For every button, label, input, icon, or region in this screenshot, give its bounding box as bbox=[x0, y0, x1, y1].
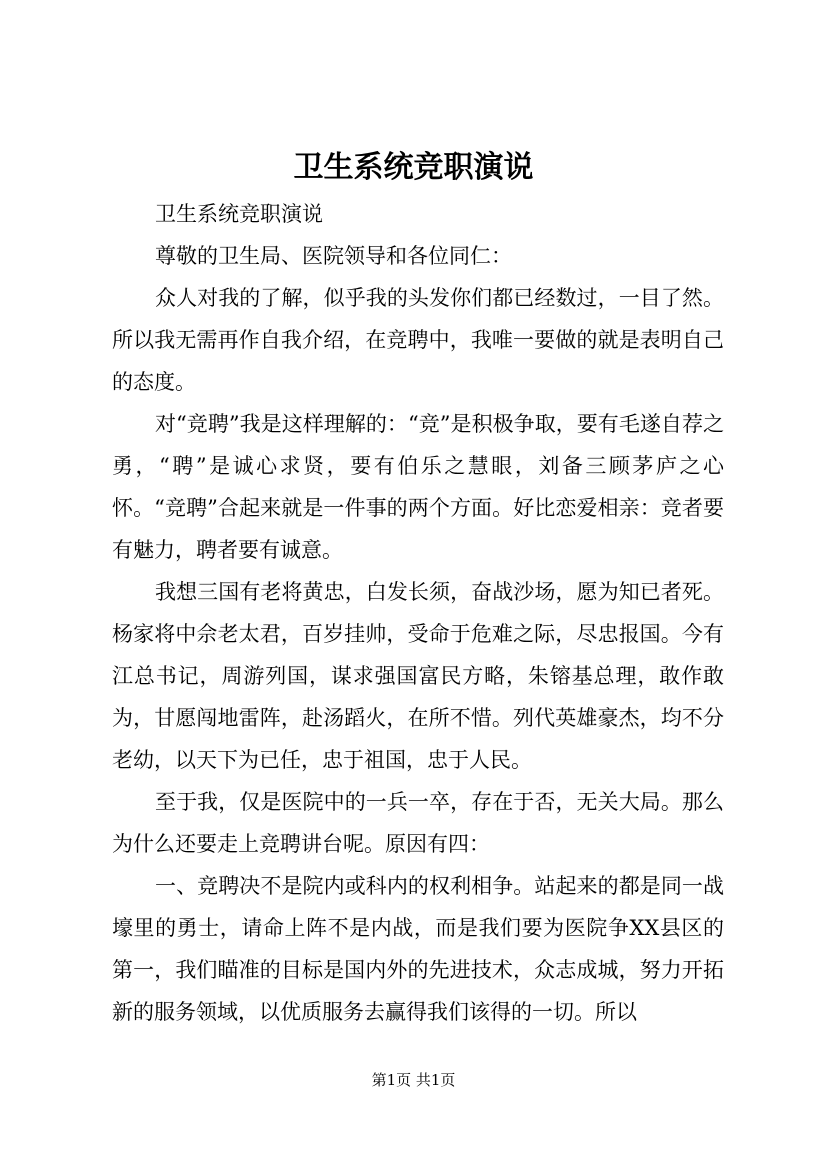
document-title: 卫生系统竞职演说 bbox=[293, 150, 534, 185]
paragraph: 众人对我的了解，似乎我的头发你们都已经数过，一目了然。所以我无需再作自我介绍，在竞聘中，我唯一要做的就是表明自己的态度。 bbox=[112, 286, 724, 394]
paragraph: 至于我，仅是医院中的一兵一卒，存在于否，无关大局。那么为什么还要走上竞聘讲台呢。原因有四： bbox=[112, 790, 724, 856]
document-body bbox=[112, 193, 724, 1033]
paragraph: 对“竞聘”我是这样理解的：“竞”是积极争取，要有毛遂自荐之勇，“聘”是诚心求贤，要有伯乐之慧眼，刘备三顾茅庐之心怀。“竞聘”合起来就是一件事的两个方面。好比恋爱相亲：竞者要有魅力，聘者要有诚意。 bbox=[112, 412, 724, 562]
paragraph-salutation: 尊敬的卫生局、医院领导和各位同仁： bbox=[155, 244, 512, 268]
page-footer: 第1页 共1页 bbox=[371, 1071, 456, 1089]
paragraph-subtitle: 卫生系统竞职演说 bbox=[155, 202, 323, 226]
paragraph: 我想三国有老将黄忠，白发长须，奋战沙场，愿为知已者死。杨家将中佘老太君，百岁挂帅，受命于危难之际，尽忠报国。今有江总书记，周游列国，谋求强国富民方略，朱镕基总理，敢作敢为，甘愿闯地雷阵，赴汤蹈火，在所不惜。列代英雄豪杰，均不分老幼，以天下为已任，忠于祖国，忠于人民。 bbox=[112, 580, 724, 772]
paragraph: 一、竞聘决不是院内或科内的权利相争。站起来的都是同一战壕里的勇士，请命上阵不是内战，而是我们要为医院争XX县区的第一，我们瞄准的目标是国内外的先进技术，众志成城，努力开拓新的服务领域，以优质服务去赢得我们该得的一切。所以 bbox=[112, 874, 724, 1024]
